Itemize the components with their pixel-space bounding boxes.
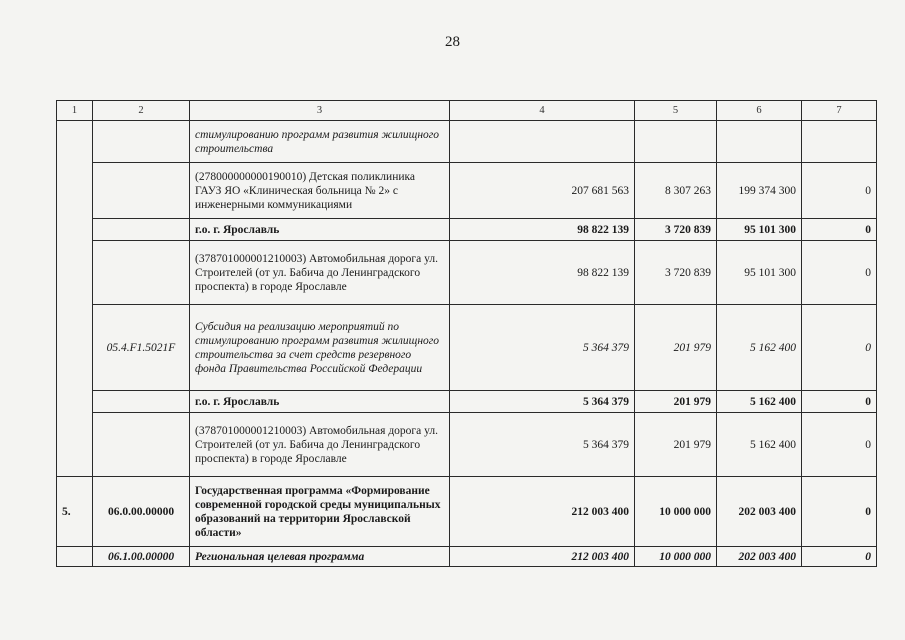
- code-cell: 06.0.00.00000: [93, 477, 190, 547]
- description-cell: г.о. г. Ярославль: [190, 219, 450, 241]
- code-cell: 06.1.00.00000: [93, 547, 190, 567]
- amount-cell: [450, 121, 635, 163]
- description-cell: стимулированию программ развития жилищного строительства: [190, 121, 450, 163]
- amount-cell: 5 364 379: [450, 413, 635, 477]
- header-cell: 2: [93, 101, 190, 121]
- amount-cell: 98 822 139: [450, 219, 635, 241]
- description-cell: (278000000000190010) Детская поликлиника ГАУЗ ЯО «Клиническая больница № 2» с инженерными коммуникациями: [190, 163, 450, 219]
- table-row: [57, 391, 877, 413]
- code-cell: [93, 413, 190, 477]
- table-row: [57, 413, 877, 477]
- description-cell: Государственная программа «Формирование современной городской среды муниципальных образований на территории Ярославской области»: [190, 477, 450, 547]
- page-number: 28: [445, 34, 460, 50]
- amount-cell: 8 307 263: [635, 163, 717, 219]
- amount-cell: 0: [802, 219, 877, 241]
- amount-cell: 3 720 839: [635, 241, 717, 305]
- table-row: [57, 219, 877, 241]
- description-cell: (378701000001210003) Автомобильная дорога ул. Строителей (от ул. Бабича до Ленинградского проспекта) в городе Ярославле: [190, 241, 450, 305]
- code-cell: [93, 121, 190, 163]
- code-cell: [93, 391, 190, 413]
- description-cell: Субсидия на реализацию мероприятий по стимулированию программ развития жилищного строительства за счет средств резервного фонда Правительства Российской Федерации: [190, 305, 450, 391]
- amount-cell: [635, 121, 717, 163]
- amount-cell: 5 364 379: [450, 391, 635, 413]
- table-row: [57, 163, 877, 219]
- amount-cell: 0: [802, 547, 877, 567]
- amount-cell: 0: [802, 163, 877, 219]
- amount-cell: 5 162 400: [717, 391, 802, 413]
- amount-cell: 0: [802, 477, 877, 547]
- table-row: [57, 477, 877, 547]
- amount-cell: 5 162 400: [717, 305, 802, 391]
- amount-cell: 0: [802, 413, 877, 477]
- amount-cell: 0: [802, 305, 877, 391]
- description-cell: Региональная целевая программа: [190, 547, 450, 567]
- amount-cell: 98 822 139: [450, 241, 635, 305]
- table-row: [57, 241, 877, 305]
- amount-cell: 10 000 000: [635, 547, 717, 567]
- amount-cell: 5 162 400: [717, 413, 802, 477]
- amount-cell: 212 003 400: [450, 477, 635, 547]
- table-row: [57, 305, 877, 391]
- table-row: [57, 547, 877, 567]
- row-index-cell: 5.: [57, 477, 93, 547]
- row-index-cell: [57, 121, 93, 477]
- description-cell: г.о. г. Ярославль: [190, 391, 450, 413]
- header-cell: 5: [635, 101, 717, 121]
- header-cell: 1: [57, 101, 93, 121]
- amount-cell: 202 003 400: [717, 477, 802, 547]
- table-row: [57, 121, 877, 163]
- code-cell: [93, 241, 190, 305]
- amount-cell: 212 003 400: [450, 547, 635, 567]
- header-cell: 3: [190, 101, 450, 121]
- amount-cell: 202 003 400: [717, 547, 802, 567]
- header-cell: 6: [717, 101, 802, 121]
- description-cell: (378701000001210003) Автомобильная дорога ул. Строителей (от ул. Бабича до Ленинградского проспекта) в городе Ярославле: [190, 413, 450, 477]
- amount-cell: 199 374 300: [717, 163, 802, 219]
- code-cell: [93, 219, 190, 241]
- amount-cell: 0: [802, 241, 877, 305]
- amount-cell: 201 979: [635, 305, 717, 391]
- amount-cell: 207 681 563: [450, 163, 635, 219]
- amount-cell: [717, 121, 802, 163]
- header-cell: 7: [802, 101, 877, 121]
- table-header-row: [57, 101, 877, 121]
- amount-cell: [802, 121, 877, 163]
- amount-cell: 5 364 379: [450, 305, 635, 391]
- row-index-cell: [57, 547, 93, 567]
- amount-cell: 201 979: [635, 391, 717, 413]
- amount-cell: 3 720 839: [635, 219, 717, 241]
- code-cell: 05.4.F1.5021F: [93, 305, 190, 391]
- code-cell: [93, 163, 190, 219]
- amount-cell: 0: [802, 391, 877, 413]
- amount-cell: 201 979: [635, 413, 717, 477]
- amount-cell: 95 101 300: [717, 241, 802, 305]
- amount-cell: 95 101 300: [717, 219, 802, 241]
- amount-cell: 10 000 000: [635, 477, 717, 547]
- header-cell: 4: [450, 101, 635, 121]
- budget-table: [56, 100, 877, 567]
